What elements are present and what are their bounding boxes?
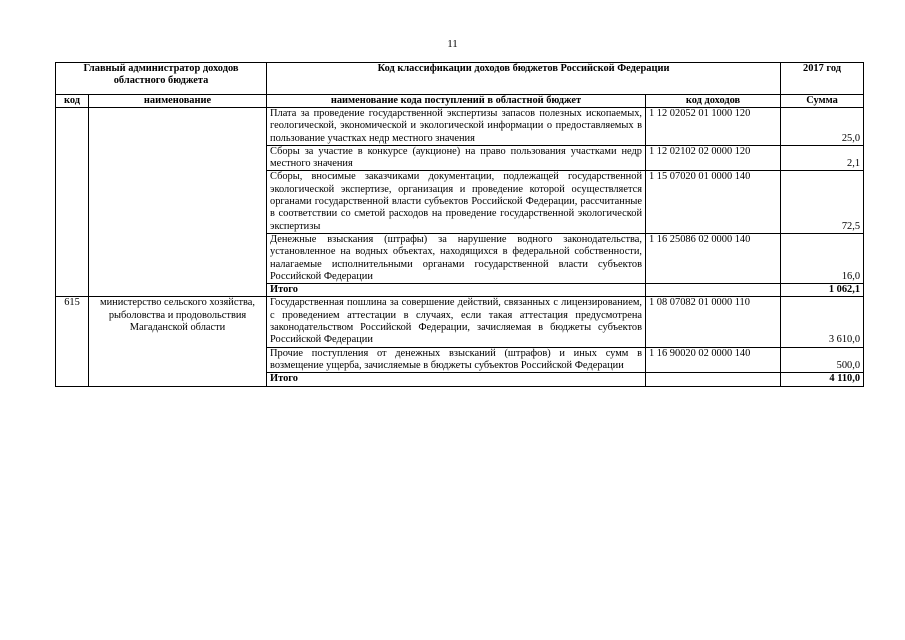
col-code: код	[56, 95, 89, 108]
income-code: 1 08 07082 01 0000 110	[646, 297, 781, 347]
total-code-empty	[646, 284, 781, 297]
income-name: Прочие поступления от денежных взысканий (штрафов) и иных сумм в возмещение ущерба, зачисляемые в бюджеты субъектов Российской Федерации	[267, 347, 646, 373]
admin-code-cell	[56, 108, 89, 297]
admin-code: 615	[56, 297, 89, 386]
total-label: Итого	[267, 284, 646, 297]
header-admin: Главный администратор доходов областного бюджета	[56, 63, 267, 95]
income-name: Плата за проведение государственной экспертизы запасов полезных ископаемых, геологической, экономической и экологической информации о предоставляемых в пользование участках недр местного значения	[267, 108, 646, 146]
income-name: Государственная пошлина за совершение действий, связанных с лицензированием, с проведением аттестации в случаях, если такая аттестация предусмотрена законодательством Российской Федерации, зачисляемая в бюджеты субъектов Российской Федерации	[267, 297, 646, 347]
col-sum: Сумма	[781, 95, 864, 108]
income-code: 1 12 02052 01 1000 120	[646, 108, 781, 146]
income-sum: 72,5	[781, 171, 864, 233]
income-code: 1 12 02102 02 0000 120	[646, 145, 781, 171]
income-sum: 2,1	[781, 145, 864, 171]
table-row	[56, 297, 864, 347]
header-classification: Код классификации доходов бюджетов Российской Федерации	[267, 63, 781, 95]
total-sum: 1 062,1	[781, 284, 864, 297]
admin-name: министерство сельского хозяйства, рыболовства и продовольствия Магаданской области	[89, 297, 267, 386]
total-code-empty	[646, 373, 781, 386]
page-number: 11	[447, 38, 458, 50]
admin-name-cell	[89, 108, 267, 297]
income-name: Денежные взыскания (штрафы) за нарушение водного законодательства, установленное на водных объектах, находящихся в федеральной собственности, налагаемые исполнительными органами государственной власти субъектов Российской Федерации	[267, 233, 646, 283]
col-name: наименование	[89, 95, 267, 108]
total-label: Итого	[267, 373, 646, 386]
income-sum: 500,0	[781, 347, 864, 373]
income-name: Сборы, вносимые заказчиками документации, подлежащей государственной экологической экспертизе, организация и проведение которой осуществляется органами государственной власти субъектов Российской Федерации, рассчитанные в соответствии со сметой расходов на проведение государственной экологической экспертизы	[267, 171, 646, 233]
header-year: 2017 год	[781, 63, 864, 95]
income-code: 1 15 07020 01 0000 140	[646, 171, 781, 233]
table-row	[56, 108, 864, 146]
income-code: 1 16 90020 02 0000 140	[646, 347, 781, 373]
income-sum: 25,0	[781, 108, 864, 146]
col-income-name: наименование кода поступлений в областной бюджет	[267, 95, 646, 108]
total-sum: 4 110,0	[781, 373, 864, 386]
income-sum: 16,0	[781, 233, 864, 283]
income-sum: 3 610,0	[781, 297, 864, 347]
income-code: 1 16 25086 02 0000 140	[646, 233, 781, 283]
col-income-code: код доходов	[646, 95, 781, 108]
income-name: Сборы за участие в конкурсе (аукционе) на право пользования участками недр местного значения	[267, 145, 646, 171]
revenue-table	[55, 62, 864, 387]
